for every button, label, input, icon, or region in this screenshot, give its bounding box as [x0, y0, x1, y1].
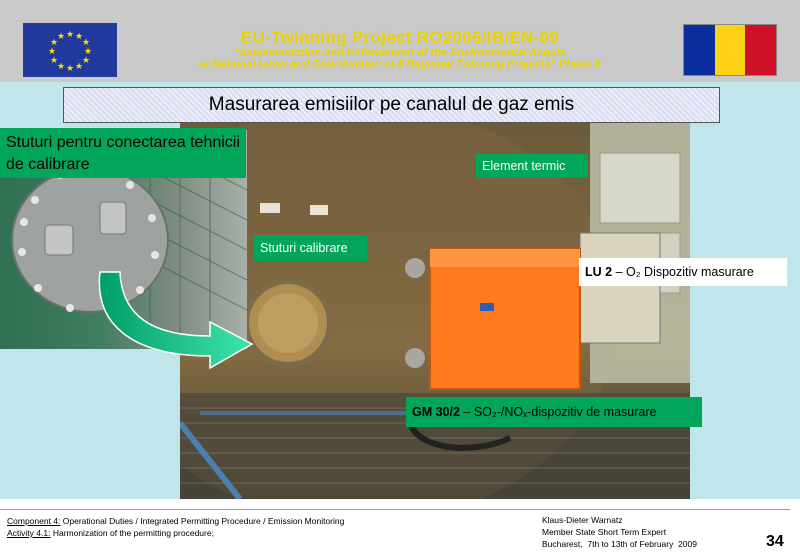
romania-flag-icon — [683, 24, 777, 76]
svg-text:★: ★ — [56, 32, 66, 42]
footer-component — [7, 515, 344, 527]
footer-component-label: Component 4: — [7, 516, 61, 526]
svg-text:★: ★ — [49, 56, 59, 66]
svg-text:★: ★ — [56, 62, 66, 72]
gm302-label-bold: GM 30/2 — [412, 405, 460, 419]
svg-text:★: ★ — [81, 38, 91, 48]
element-termic-label: Element termic — [476, 154, 588, 178]
svg-text:★: ★ — [65, 64, 75, 74]
gm302-label — [406, 397, 702, 427]
footer-component-text: Operational Duties / Integrated Permitting Procedure / Emission Monitoring — [60, 516, 345, 526]
header-bar — [0, 0, 800, 82]
svg-text:★: ★ — [74, 32, 84, 42]
footer-date: Bucharest, 7th to 13th of February 2009 — [542, 539, 697, 549]
svg-text:★: ★ — [47, 47, 57, 57]
slide-title-box — [63, 87, 720, 123]
stuturi-calibrare-label: Stuturi calibrare — [254, 235, 367, 261]
eu-flag-icon — [23, 23, 117, 77]
footer-activity — [7, 527, 214, 539]
green-arrow-icon — [92, 264, 262, 374]
lu2-label — [579, 258, 787, 286]
stuturi-conectare-label: Stuturi pentru conectarea tehnicii de calibrare — [0, 128, 246, 178]
svg-text:★: ★ — [74, 62, 84, 72]
svg-text:★: ★ — [49, 38, 59, 48]
header-title: EU-Twinning Project RO2006/IB/EN-09 — [240, 28, 560, 47]
header-subtitle-line1: “Implementation and Enforcement of the Environmental Acquis — [234, 47, 566, 59]
footer-divider — [0, 509, 790, 510]
footer-activity-label: Activity 4.1: — [7, 528, 51, 538]
footer-author: Klaus-Dieter Warnatz — [542, 515, 623, 525]
header-subtitle-line2: at National Level and Coordination of 8 Regional Twinning Projects” Phase II — [199, 58, 601, 70]
svg-text:★: ★ — [65, 30, 75, 40]
lu2-label-bold: LU 2 — [585, 265, 613, 279]
svg-text:★: ★ — [81, 56, 91, 66]
svg-text:★: ★ — [83, 47, 93, 57]
footer-activity-text: Harmonization of the permitting procedure; — [50, 528, 214, 538]
slide-title: Masurarea emisiilor pe canalul de gaz emis — [208, 94, 575, 115]
page-number: 34 — [766, 533, 784, 550]
gm302-label-rest: – SO₂-/NOₓ-dispozitiv de masurare — [459, 405, 657, 419]
lu2-label-rest: – O₂ Dispozitiv masurare — [612, 265, 754, 279]
footer-role: Member State Short Term Expert — [542, 527, 667, 537]
